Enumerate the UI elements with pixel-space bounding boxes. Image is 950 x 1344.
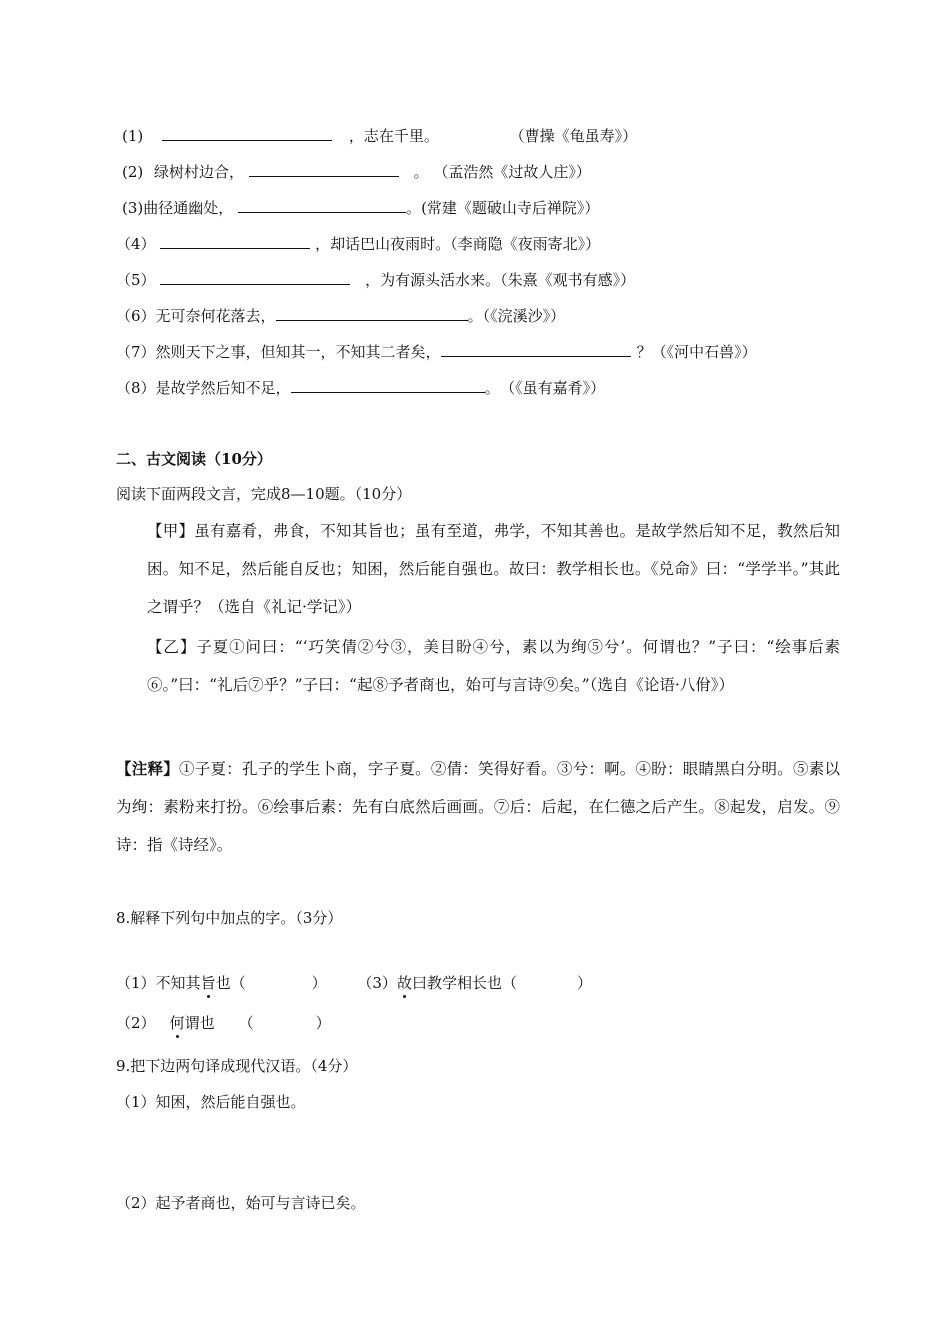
blank-item-7 [116, 342, 757, 362]
item-text: ，为有源头活水来。 [365, 271, 501, 289]
item-text: ，志在千里。 [348, 127, 439, 145]
item-number: （4） [116, 235, 156, 253]
passage-yi [116, 628, 840, 704]
passage-label: 【乙】 [147, 638, 197, 656]
item-number: （7） [116, 343, 156, 361]
answer-blank[interactable] [160, 270, 350, 285]
blank-item-8 [116, 378, 605, 398]
blank-item-2 [122, 162, 591, 182]
item-text: 绿树村边合， [154, 163, 245, 181]
item-number: （8） [116, 379, 156, 397]
item-text: 。 [413, 163, 429, 181]
answer-blank[interactable] [249, 162, 399, 177]
question-9-item-1: （1）知困，然后能自强也。 [116, 1093, 306, 1111]
item-text: 无可奈何花落去， [155, 307, 276, 325]
item-text: ，却话巴山夜雨时。 [315, 235, 451, 253]
item-number: （3） [357, 974, 397, 992]
item-source: （《浣溪沙》） [482, 307, 566, 325]
item-source: （朱熹《观书有感》） [500, 271, 636, 289]
close-paren: ） [311, 974, 327, 992]
item-number: （6） [116, 307, 156, 325]
item-text: 。 [467, 307, 483, 325]
dotted-char: 何 [169, 1014, 185, 1032]
item-text: 曰教学相长也（ [411, 974, 517, 992]
answer-blank[interactable] [441, 342, 631, 357]
item-text: 也（ [215, 974, 246, 992]
blank-item-1 [122, 126, 637, 146]
item-text: 曲径通幽处， [143, 199, 234, 217]
item-number: （5） [116, 271, 156, 289]
section-heading: 二、古文阅读（10分） [116, 450, 272, 468]
passage-text: 子夏①问曰：“‘巧笑倩②兮③，美目盼④兮，素以为绚⑤兮’。何谓也？”子曰：“绘事后素⑥。”曰：“礼后⑦乎？”子曰：“起⑧予者商也，始可与言诗⑨矣。”（选自《论语·八佾》） [147, 638, 840, 694]
item-text: 谓也 [184, 1014, 215, 1032]
section-instruction: 阅读下面两段文言，完成8—10题。（10分） [116, 485, 412, 503]
item-number: （1） [116, 974, 156, 992]
open-paren: （ [238, 1014, 254, 1032]
passage-jia [116, 512, 840, 626]
answer-space[interactable] [517, 974, 577, 988]
question-8-row-2 [116, 1013, 331, 1033]
notes-text: ①子夏：孔子的学生卜商，字子夏。②倩：笑得好看。③兮：啊。④盼：眼睛黑白分明。⑤素以为绚：素粉来打扮。⑥绘事后素：先有白底然后画画。⑦后：后起，在仁德之后产生。⑧起发，启发。⑨诗：指《诗经》。 [116, 760, 840, 854]
item-text: ？ [636, 343, 652, 361]
question-8-title: 8.解释下列句中加点的字。（3分） [116, 909, 343, 927]
item-text: 。 [406, 199, 422, 217]
item-number: (3) [122, 199, 144, 217]
question-9-item-2: （2）起予者商也，始可与言诗已矣。 [116, 1194, 366, 1212]
annotations [116, 750, 840, 864]
passage-label: 【甲】 [147, 522, 195, 540]
question-8-row-1 [116, 973, 592, 993]
item-text: 是故学然后知不足， [155, 379, 291, 397]
blank-item-5 [116, 270, 635, 290]
blank-item-4 [116, 234, 600, 254]
answer-space[interactable] [254, 1014, 316, 1028]
item-number: （2） [116, 1014, 156, 1032]
answer-blank[interactable] [291, 378, 485, 393]
item-text: 然则天下之事，但知其一，不知其二者矣， [155, 343, 441, 361]
item-source: （《虽有嘉肴》） [507, 379, 606, 397]
item-source: （李商隐《夜雨寄北》） [450, 235, 601, 253]
answer-blank[interactable] [276, 306, 468, 321]
close-paren: ） [315, 1014, 331, 1032]
dotted-char: 旨 [200, 974, 216, 992]
answer-blank[interactable] [238, 198, 406, 213]
answer-blank[interactable] [160, 234, 310, 249]
answer-blank[interactable] [162, 126, 332, 141]
passage-text: 虽有嘉肴，弗食，不知其旨也；虽有至道，弗学，不知其善也。是故学然后知不足，教然后知困。知不足，然后能自反也；知困，然后能自强也。故曰：教学相长也。《兑命》曰：“学学半。”其此之谓乎？（选自《礼记·学记》） [147, 522, 840, 616]
item-source: （孟浩然《过故人庄》） [433, 163, 591, 181]
item-text: 。 [484, 379, 500, 397]
dotted-char: 故 [396, 974, 412, 992]
close-paren: ） [576, 974, 592, 992]
notes-label: 【注释】 [116, 759, 179, 778]
item-number: (1) [122, 127, 144, 145]
blank-item-3 [122, 198, 599, 218]
item-text: 不知其 [155, 974, 201, 992]
answer-space[interactable] [246, 974, 312, 988]
item-number: (2) [122, 163, 144, 181]
blank-item-6 [116, 306, 565, 326]
item-source: （《河中石兽》） [651, 343, 757, 361]
question-9-title: 9.把下边两句译成现代汉语。（4分） [116, 1057, 358, 1075]
item-source: (常建《题破山寺后禅院》） [421, 199, 600, 217]
item-source: （曹操《龟虽寿》） [509, 127, 638, 145]
